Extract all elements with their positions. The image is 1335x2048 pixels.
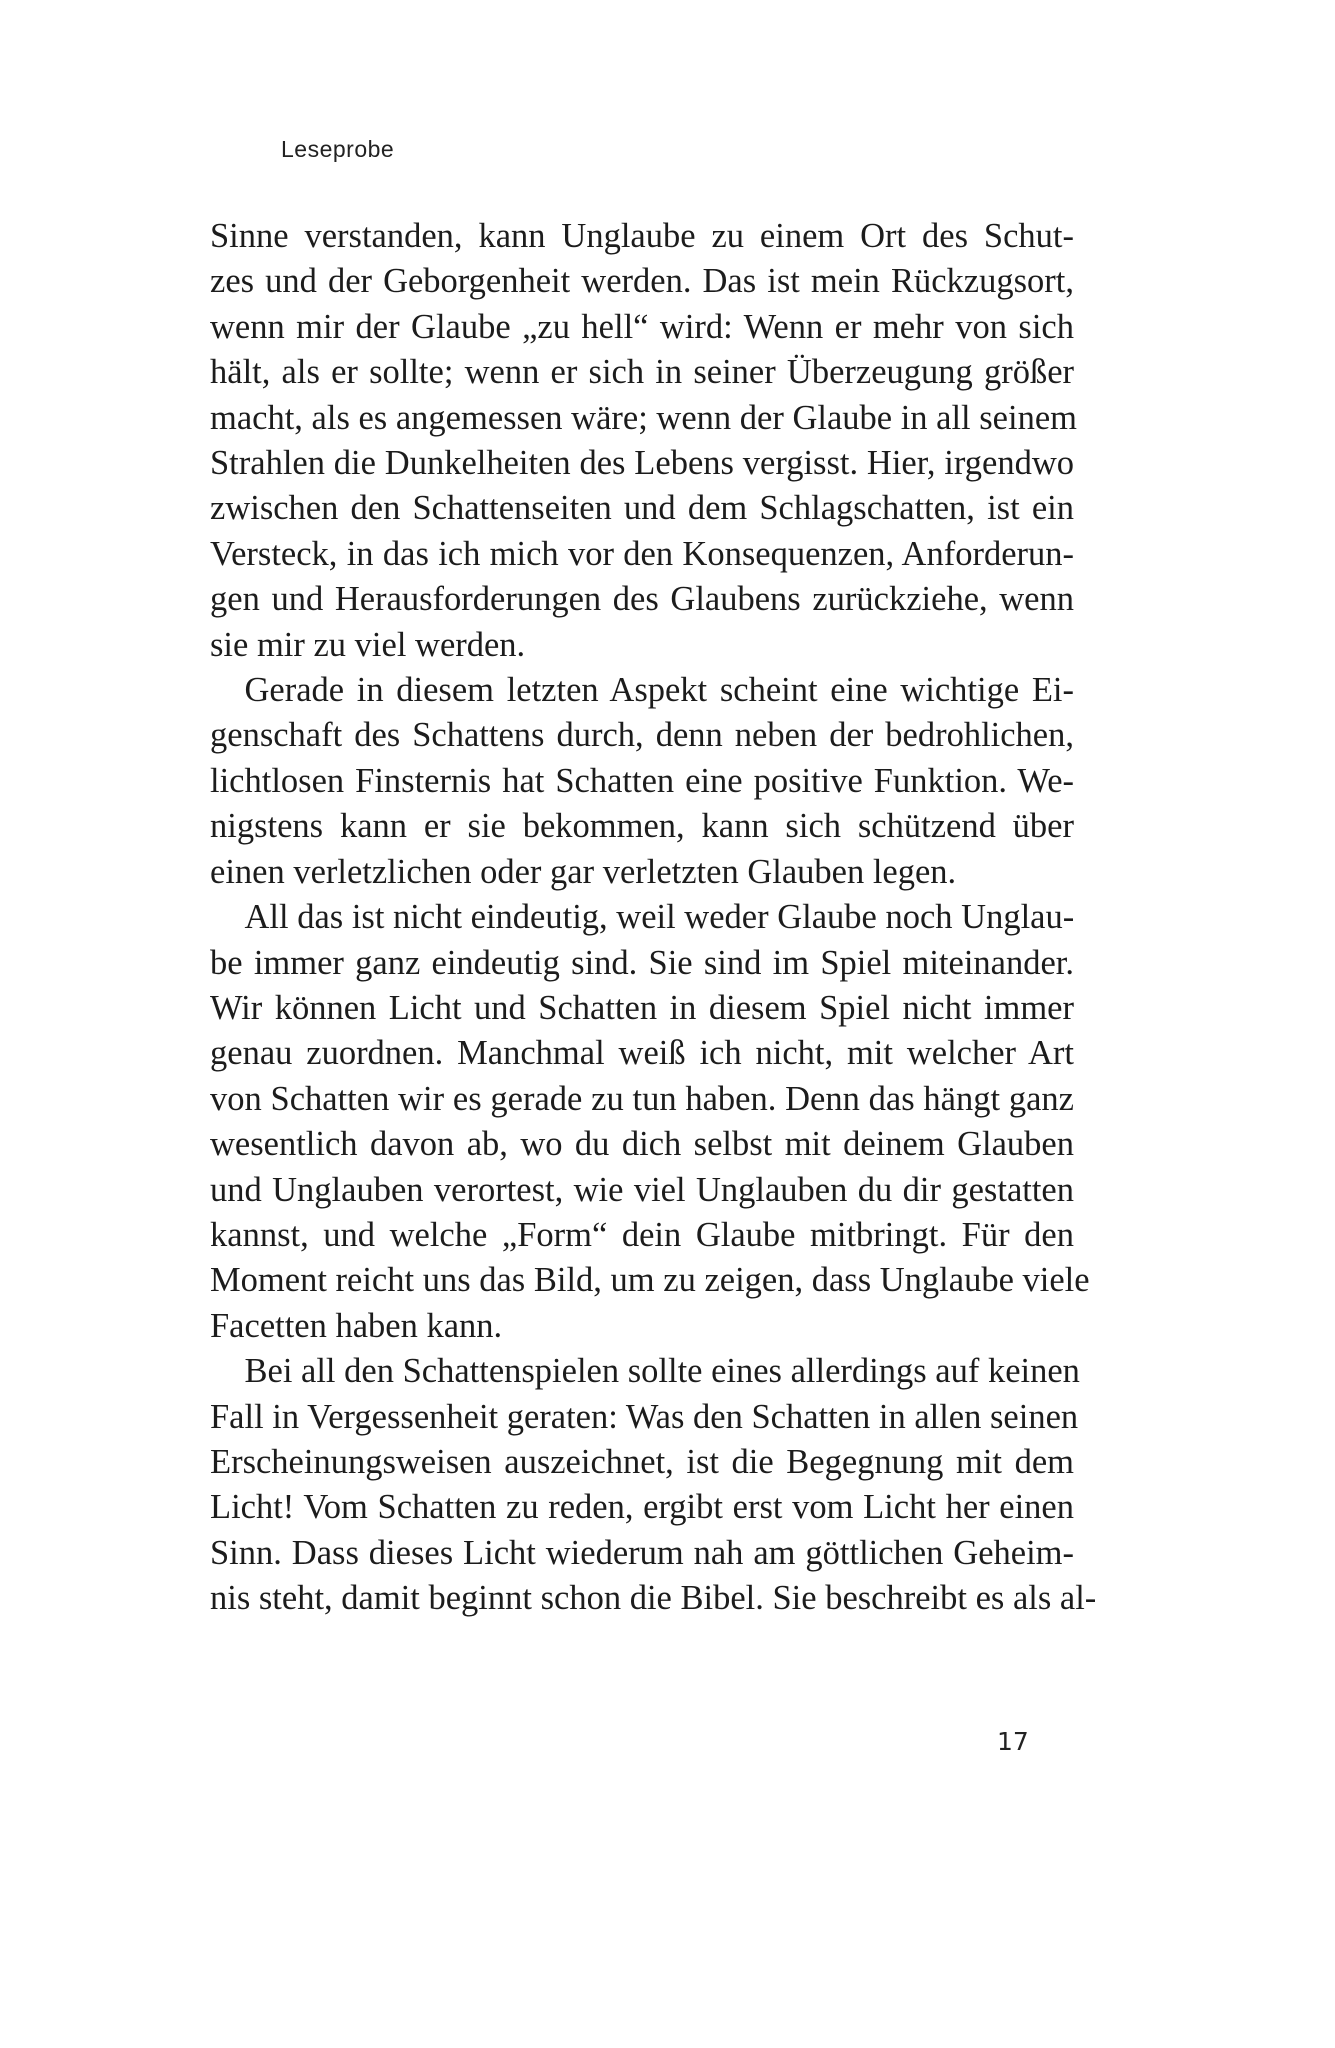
text-line: All das ist nicht eindeutig, weil weder Glaube noch Unglau- [210,898,1075,937]
text-line: Sinne verstanden, kann Unglaube zu einem Ort des Schut- [210,217,1074,255]
text-line: Licht! Vom Schatten zu reden, ergibt erst vom Licht her einen [210,1488,1074,1527]
text-line: Erscheinungsweisen auszeichnet, ist die Begegnung mit dem [210,1442,1074,1481]
text-line: hält, als er sollte; wenn er sich in seiner Überzeugung größer [210,353,1074,392]
text-line: wenn mir der Glaube „zu hell“ wird: Wenn er mehr von sich [210,307,1074,346]
text-line: Fall in Vergessenheit geraten: Was den Schatten in allen seinen [210,1397,1079,1436]
body-text [210,214,1097,1622]
page-number: 17 [997,1727,1029,1756]
text-line: Gerade in diesem letzten Aspekt scheint eine wichtige Ei- [210,671,1074,710]
text-line: Moment reicht uns das Bild, um zu zeigen, dass Unglaube viele [210,1261,1090,1300]
text-line: und Unglauben verortest, wie viel Unglauben du dir gestatten [210,1170,1074,1209]
text-line: genau zuordnen. Manchmal weiß ich nicht, mit welcher Art [210,1034,1074,1073]
text-line: macht, als es angemessen wäre; wenn der Glaube in all seinem [210,398,1077,437]
text-line: Wir können Licht und Schatten in diesem Spiel nicht immer [210,988,1074,1027]
text-line: genschaft des Schattens durch, denn neben der bedrohlichen, [210,716,1074,755]
text-line: zwischen den Schattenseiten und dem Schlagschatten, ist ein [210,489,1074,528]
text-line: gen und Herausforderungen des Glaubens zurückziehe, wenn [210,580,1074,619]
text-line: nis steht, damit beginnt schon die Bibel. Sie beschreibt es als al- [210,1579,1097,1618]
text-line: von Schatten wir es gerade zu tun haben. Denn das hängt ganz [210,1079,1074,1118]
text-line: sie mir zu viel werden. [210,625,526,664]
text-line: lichtlosen Finsternis hat Schatten eine positive Funktion. We- [210,761,1074,800]
text-line: wesentlich davon ab, wo du dich selbst mit deinem Glauben [210,1125,1074,1164]
text-line: Facetten haben kann. [210,1306,503,1345]
text-line: Bei all den Schattenspielen sollte eines allerdings auf keinen [210,1352,1080,1391]
text-line: einen verletzlichen oder gar verletzten Glauben legen. [210,852,957,891]
text-line: nigstens kann er sie bekommen, kann sich schützend über [210,807,1074,846]
text-line: Versteck, in das ich mich vor den Konsequenzen, Anforderun- [210,534,1074,573]
text-line: Strahlen die Dunkelheiten des Lebens vergisst. Hier, irgendwo [210,444,1074,483]
text-line: Sinn. Dass dieses Licht wiederum nah am göttlichen Geheim- [210,1533,1074,1572]
text-line: zes und der Geborgenheit werden. Das ist mein Rückzugsort, [210,262,1074,301]
running-header: Leseprobe [281,136,395,162]
text-line: be immer ganz eindeutig sind. Sie sind im Spiel miteinander. [210,943,1074,982]
text-line: kannst, und welche „Form“ dein Glaube mitbringt. Für den [210,1215,1074,1254]
